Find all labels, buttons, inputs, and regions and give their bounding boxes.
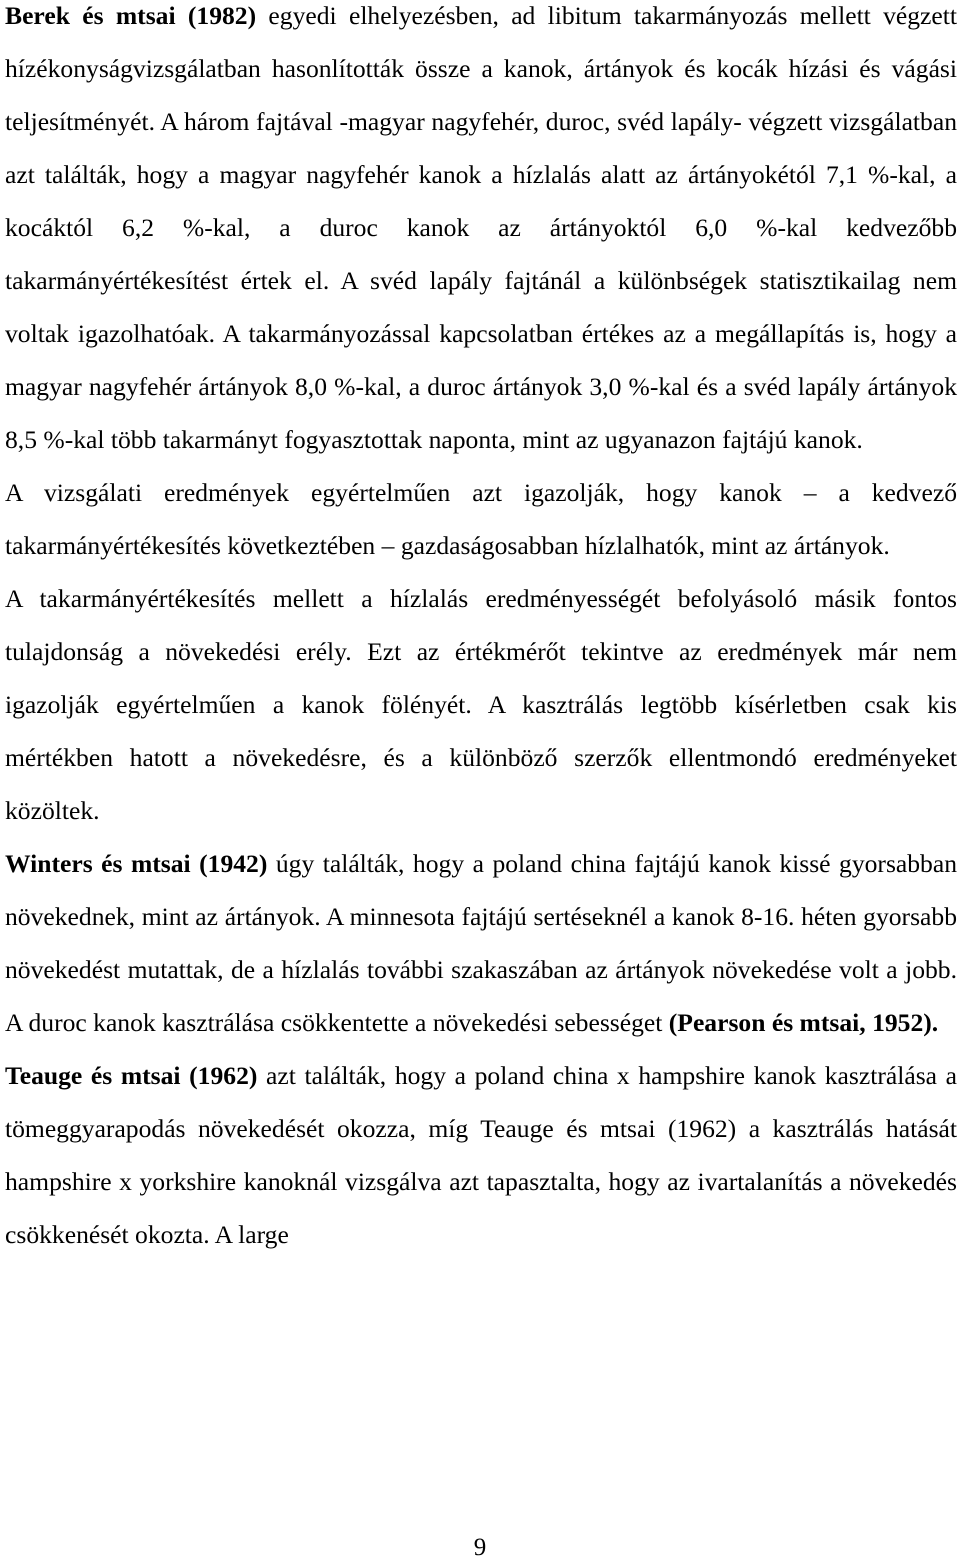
paragraph-growth — [5, 572, 957, 837]
citation-berek: Berek és mtsai (1982) — [5, 1, 257, 30]
paragraph-text: azt találták, hogy a poland china x hampshire kanok kasztrálása a tömeggyarapodás növekedését okozza, míg Teauge és mtsai (1962) a kasztrálás hatását hampshire x yorkshire kanoknál vizsgálva azt tapasztalta, hogy az ivartalanítás a növekedés csökkenését okozta. A large — [5, 1061, 957, 1249]
citation-teauge: Teauge és mtsai (1962) — [5, 1061, 258, 1090]
paragraph-berek — [5, 0, 957, 466]
paragraph-teauge — [5, 1049, 957, 1261]
paragraph-conclusion — [5, 466, 957, 572]
paragraph-text: A takarmányértékesítés mellett a hízlalás eredményességét befolyásoló másik fontos tulajdonság a növekedési erély. Ezt az értékmérőt tekintve az eredmények már nem igazolják egyértelműen a kanok fölényét. A kasztrálás legtöbb kísérletben csak kis mértékben hatott a növekedésre, és a különböző szerzők ellentmondó eredményeket közöltek. — [5, 584, 957, 825]
paragraph-text: úgy találták, hogy a poland china fajtájú kanok kissé gyorsabban növekednek, mint az ártányok. A minnesota fajtájú sertéseknél a kanok 8-16. héten gyorsabb növekedést mutattak, de a hízlalás további szakaszában az ártányok növekedése volt a jobb. A duroc kanok kasztrálása csökkentette a növekedési sebességet — [5, 849, 958, 1037]
paragraph-text: A vizsgálati eredmények egyértelműen azt igazolják, hogy kanok – a kedvező takarmányértékesítés következtében – gazdaságosabban hízlalhatók, mint az ártányok. — [5, 478, 957, 560]
paragraph-text: egyedi elhelyezésben, ad libitum takarmányozás mellett végzett hízékonyságvizsgálatban hasonlították össze a kanok, ártányok és kocák hízási és vágási teljesítményét. A három fajtával -magyar nagyfehér, duroc, svéd lapály- végzett vizsgálatban azt találták, hogy a magyar nagyfehér kanok a hízlalás alatt az ártányokétól 7,1 %-kal, a kocáktól 6,2 %-kal, a duroc kanok az ártányoktól 6,0 %-kal kedvezőbb takarmányértékesítést értek el. A svéd lapály fajtánál a különbségek statisztikailag nem voltak igazolhatóak. A takarmányozással kapcsolatban értékes az a megállapítás is, hogy a magyar nagyfehér ártányok 8,0 %-kal, a duroc ártányok 3,0 %-kal és a svéd lapály ártányok 8,5 %-kal több takarmányt fogyasztottak naponta, mint az ugyanazon fajtájú kanok. — [5, 1, 957, 454]
page-number: 9 — [473, 1534, 487, 1561]
citation-winters: Winters és mtsai (1942) — [5, 849, 268, 878]
citation-pearson: (Pearson és mtsai, 1952). — [668, 1008, 939, 1037]
document-page — [5, 0, 957, 1261]
paragraph-winters — [5, 837, 957, 1049]
